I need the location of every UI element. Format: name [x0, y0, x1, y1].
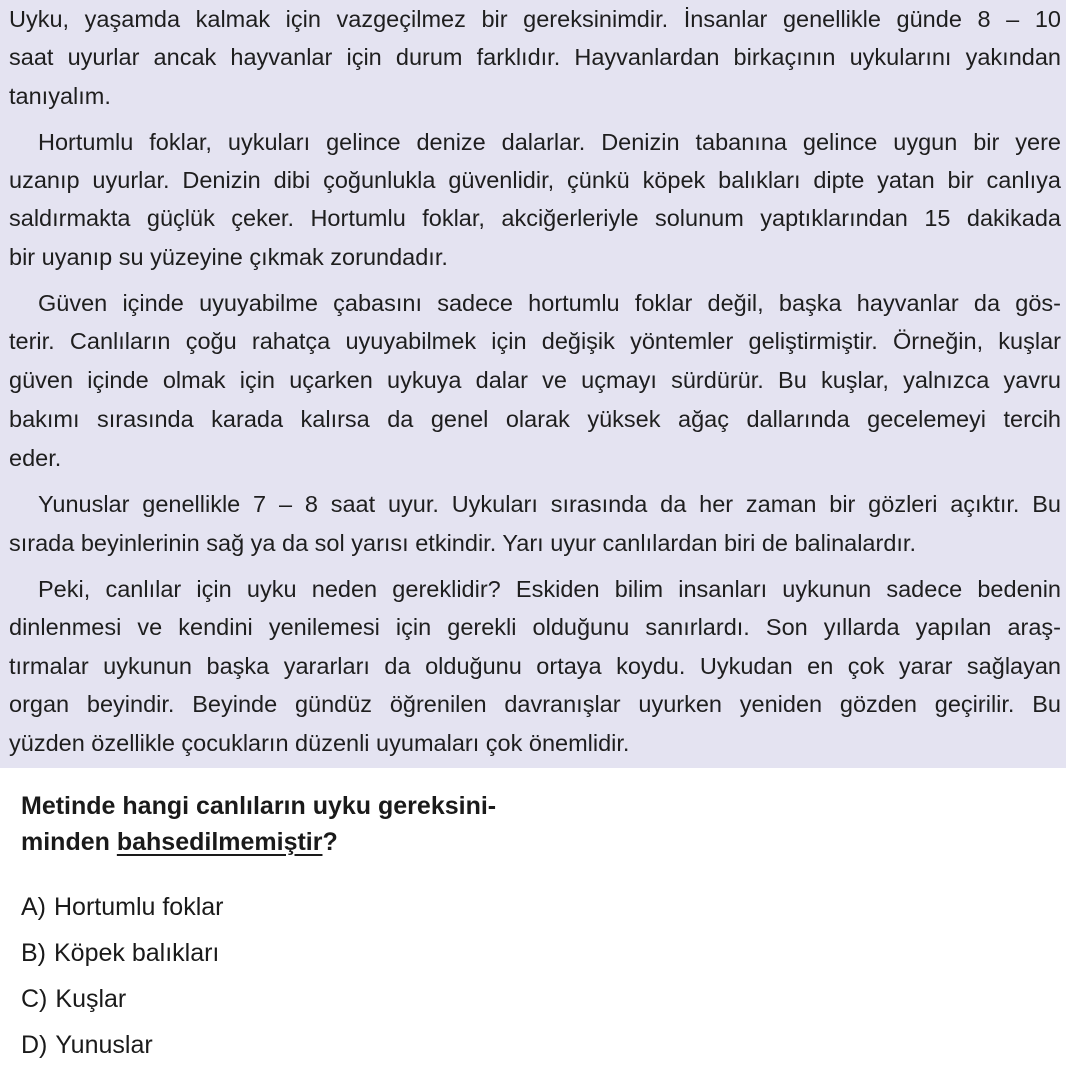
passage-line: Yunuslar genellikle 7 – 8 saat uyur. Uykuları sırasında da her zaman bir gözleri açıktır. Bu — [38, 491, 1061, 517]
question-line-2 — [21, 824, 496, 860]
option-text: Köpek balıkları — [54, 939, 220, 967]
passage-line: dinlenmesi ve kendini yenilemesi için gerekli olduğunu sanırlardı. Son yıllarda yapılan araş- — [9, 614, 1061, 640]
question-mark: ? — [322, 828, 338, 856]
passage-line: eder. — [9, 445, 62, 471]
answer-options — [21, 884, 224, 1068]
option-text: Kuşlar — [55, 985, 127, 1013]
passage-line: Hortumlu foklar, uykuları gelince denize dalarlar. Denizin tabanına gelince uygun bir yere — [38, 129, 1061, 155]
passage-line: Peki, canlılar için uyku neden gereklidir? Eskiden bilim insanları uykunun sadece bedenin — [38, 576, 1061, 602]
question-stem — [21, 788, 496, 860]
passage-line: yüzden özellikle çocukların düzenli uyumaları çok önemlidir. — [9, 730, 630, 756]
option-letter: B) — [21, 939, 46, 967]
option-text: Yunuslar — [55, 1031, 153, 1059]
question-keyword-underlined: bahsedilmemiştir — [116, 828, 323, 856]
passage-line: sırada beyinlerinin sağ ya da sol yarısı etkindir. Yarı uyur canlılardan biri de balinalardır. — [9, 530, 916, 556]
passage-line: bir uyanıp su yüzeyine çıkmak zorundadır. — [9, 244, 448, 270]
passage-line: tırmalar uykunun başka yararları da olduğunu ortaya koydu. Uykudan en çok yarar sağlayan — [9, 653, 1061, 679]
passage-line: uzanıp uyurlar. Denizin dibi çoğunlukla güvenlidir, çünkü köpek balıkları dipte yatan bir canlıya — [9, 167, 1061, 193]
question-line-1: Metinde hangi canlıların uyku gereksini- — [21, 792, 497, 820]
question-text: minden — [21, 828, 117, 856]
option-a[interactable] — [21, 884, 224, 930]
passage-line: bakımı sırasında karada kalırsa da genel olarak yüksek ağaç dallarında gecelemeyi tercih — [9, 406, 1061, 432]
passage-line: Uyku, yaşamda kalmak için vazgeçilmez bir gereksinimdir. İnsanlar genellikle günde 8 – 10 — [9, 6, 1061, 32]
passage-line: güven içinde olmak için uçarken uykuya dalar ve uçmayı sürdürür. Bu kuşlar, yalnızca yavru — [9, 367, 1061, 393]
passage-line: terir. Canlıların çoğu rahatça uyuyabilmek için değişik yöntemler geliştirmiştir. Örneğin, kuşlar — [9, 328, 1061, 354]
passage-line: organ beyindir. Beyinde gündüz öğrenilen davranışlar uyurken yeniden gözden geçirilir. Bu — [9, 691, 1061, 717]
passage-line: saat uyurlar ancak hayvanlar için durum farklıdır. Hayvanlardan birkaçının uykularını yakından — [9, 44, 1061, 70]
option-text: Hortumlu foklar — [54, 893, 224, 921]
passage-line: saldırmakta güçlük çeker. Hortumlu foklar, akciğerleriyle solunum yaptıklarından 15 dakikada — [9, 205, 1061, 231]
option-d[interactable] — [21, 1022, 224, 1068]
option-c[interactable] — [21, 976, 224, 1022]
option-letter: D) — [21, 1031, 48, 1059]
option-b[interactable] — [21, 930, 224, 976]
option-letter: A) — [21, 893, 46, 921]
passage-line: tanıyalım. — [9, 83, 111, 109]
passage-line: Güven içinde uyuyabilme çabasını sadece hortumlu foklar değil, başka hayvanlar da gös- — [38, 290, 1061, 316]
option-letter: C) — [21, 985, 48, 1013]
